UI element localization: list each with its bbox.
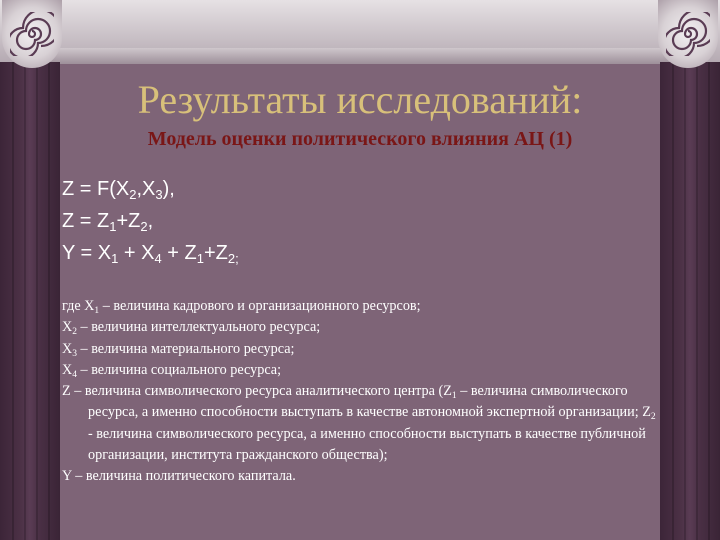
left-column xyxy=(0,62,60,540)
definition-y: Y – величина политического капитала. xyxy=(62,468,296,485)
definitions-list xyxy=(62,296,658,488)
formula-y-sum: $Y = X_1 + X_4 + Z_1+Z_{2;}$ xyxy=(62,242,239,266)
spiral-volute-icon xyxy=(2,0,62,68)
slide-subtitle: Модель оценки политического влияния АЦ (1) xyxy=(147,128,573,150)
formula-z-function: $Z = F(X_2,X_3)$, xyxy=(62,178,175,202)
definition-x2: $X_2$ – величина интеллектуального ресурса; xyxy=(62,319,321,338)
slide-title: Результаты исследований: xyxy=(137,77,583,122)
spiral-volute-icon xyxy=(658,0,718,68)
formula-z-sum: $Z = Z_1+Z_2$, xyxy=(62,210,154,234)
definition-x4: $X_4$ – величина социального ресурса; xyxy=(62,361,282,380)
capital-band xyxy=(48,48,672,64)
definition-x3: $X_3$ – величина материального ресурса; xyxy=(62,340,295,359)
definition-x1: где $X_1$ – величина кадрового и организационного ресурсов; xyxy=(62,298,421,316)
definition-z: Z – величина символического ресурса аналитического центра ($Z_1$ – величина символического ресурса, а именно способности выступать в качестве автономной экспертной организации; $Z_2$ - величина символического ресурса, а именно способности выступать в качестве публичной организации, института гражданского общества); xyxy=(62,383,656,464)
right-column xyxy=(660,62,720,540)
